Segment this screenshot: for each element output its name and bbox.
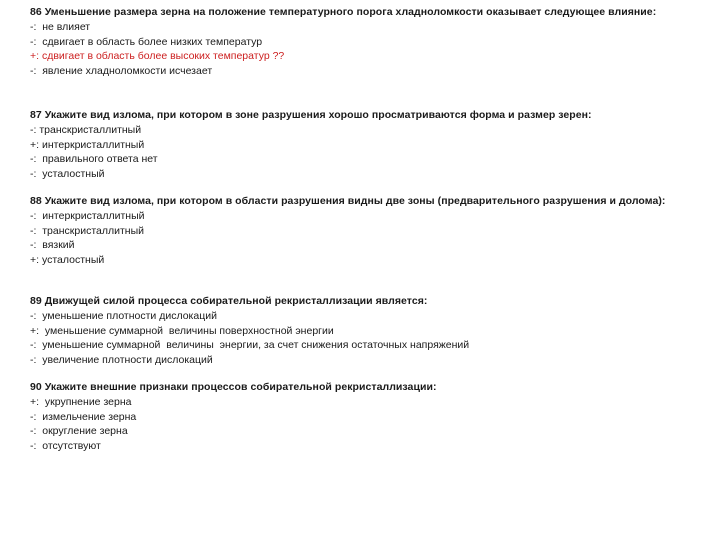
question-86-option-3-highlighted: +: сдвигает в область более высоких температур ??	[30, 50, 285, 62]
question-88-option-1: -: интеркристаллитный	[30, 210, 145, 222]
question-86-title: 86 Уменьшение размера зерна на положение температурного порога хладноломкости оказывает следующее влияние:	[30, 6, 657, 18]
question-89	[30, 294, 706, 367]
question-88-option-3: -: вязкий	[30, 239, 75, 251]
question-89-option-3: -: уменьшение суммарной величины энергии, за счет снижения остаточных напряжений	[30, 339, 470, 351]
question-89-option-1: -: уменьшение плотности дислокаций	[30, 310, 217, 322]
question-86-option-2: -: сдвигает в область более низких температур	[30, 35, 263, 48]
question-87-option-3: -: правильного ответа нет	[30, 153, 158, 165]
question-90-option-1: +: укрупнение зерна	[30, 396, 132, 408]
question-88-title: 88 Укажите вид излома, при котором в области разрушения видны две зоны (предварительного разрушения и долома):	[30, 195, 666, 207]
question-88	[30, 194, 706, 267]
question-86-option-4: -: явление хладноломкости исчезает	[30, 64, 213, 77]
question-87-option-2: +: интеркристаллитный	[30, 138, 145, 151]
question-86	[30, 5, 706, 78]
question-87-option-1: -: транскристаллитный	[30, 124, 142, 136]
question-87-option-4: -: усталостный	[30, 167, 105, 180]
question-89-title: 89 Движущей силой процесса собирательной рекристаллизации является:	[30, 295, 428, 307]
question-89-option-4: -: увеличение плотности дислокаций	[30, 353, 213, 366]
question-86-option-1: -: не влияет	[30, 21, 91, 33]
question-89-option-2: +: уменьшение суммарной величины поверхностной энергии	[30, 324, 334, 337]
question-90-option-2: -: измельчение зерна	[30, 410, 137, 423]
question-88-option-4: +: усталостный	[30, 253, 105, 266]
question-87-title: 87 Укажите вид излома, при котором в зоне разрушения хорошо просматриваются форма и размер зерен:	[30, 109, 592, 121]
question-90-title: 90 Укажите внешние признаки процессов собирательной рекристаллизации:	[30, 381, 437, 393]
question-90	[30, 380, 706, 453]
question-88-option-2: -: транскристаллитный	[30, 224, 145, 237]
question-90-option-4: -: отсутствуют	[30, 439, 101, 452]
question-87	[30, 108, 706, 181]
question-90-option-3: -: округление зерна	[30, 425, 128, 437]
